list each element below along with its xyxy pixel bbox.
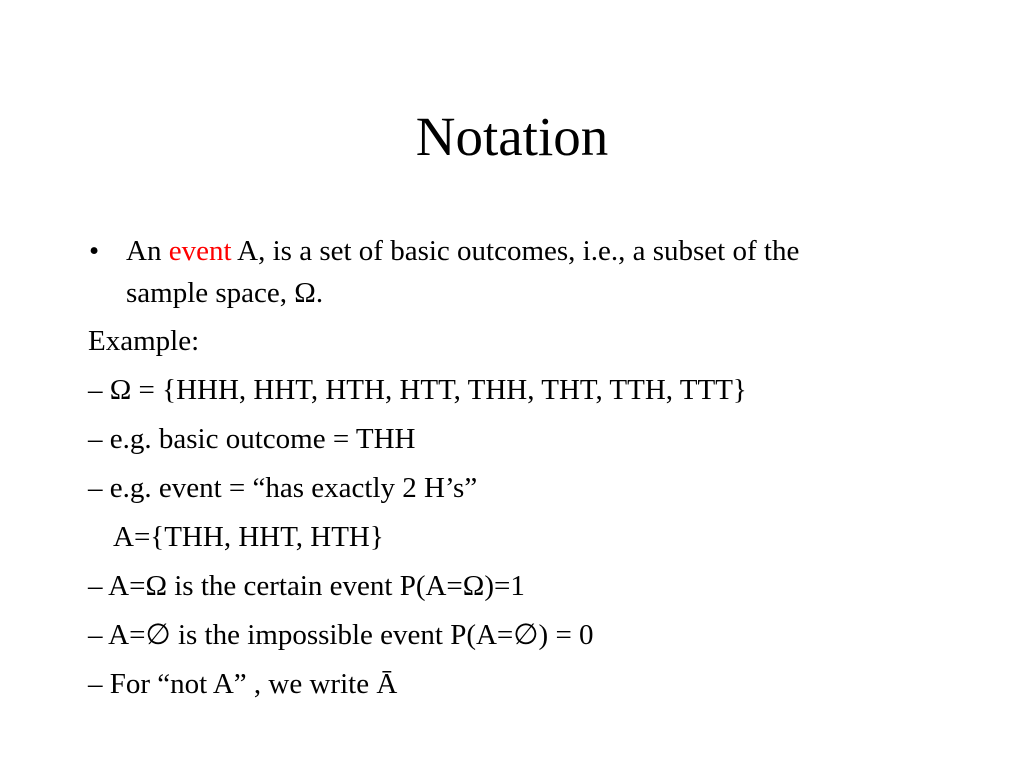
sample-space-line: – Ω = {HHH, HHT, HTH, HTT, THH, THT, TTH, TTT}: [88, 374, 747, 406]
bullet-text-line1: A, is a set of basic outcomes, i.e., a subset of the: [231, 235, 800, 267]
example-label: Example:: [88, 325, 200, 357]
bullet-item-event-definition: [89, 233, 799, 269]
basic-outcome-line: – e.g. basic outcome = THH: [88, 423, 416, 455]
event-set-line: A={THH, HHT, HTH}: [113, 521, 384, 553]
bullet-icon: •: [89, 235, 100, 267]
slide-title: Notation: [415, 106, 609, 167]
bullet-text-line2: sample space, Ω.: [126, 277, 324, 309]
impossible-event-line: – A=∅ is the impossible event P(A=∅) = 0: [88, 619, 594, 651]
complement-line: – For “not A” , we write Ā: [88, 668, 398, 700]
event-example-line: – e.g. event = “has exactly 2 H’s”: [88, 472, 478, 504]
bullet-prefix: An: [126, 235, 169, 267]
certain-event-line: – A=Ω is the certain event P(A=Ω)=1: [88, 570, 525, 602]
highlighted-term-event: event: [168, 235, 232, 267]
